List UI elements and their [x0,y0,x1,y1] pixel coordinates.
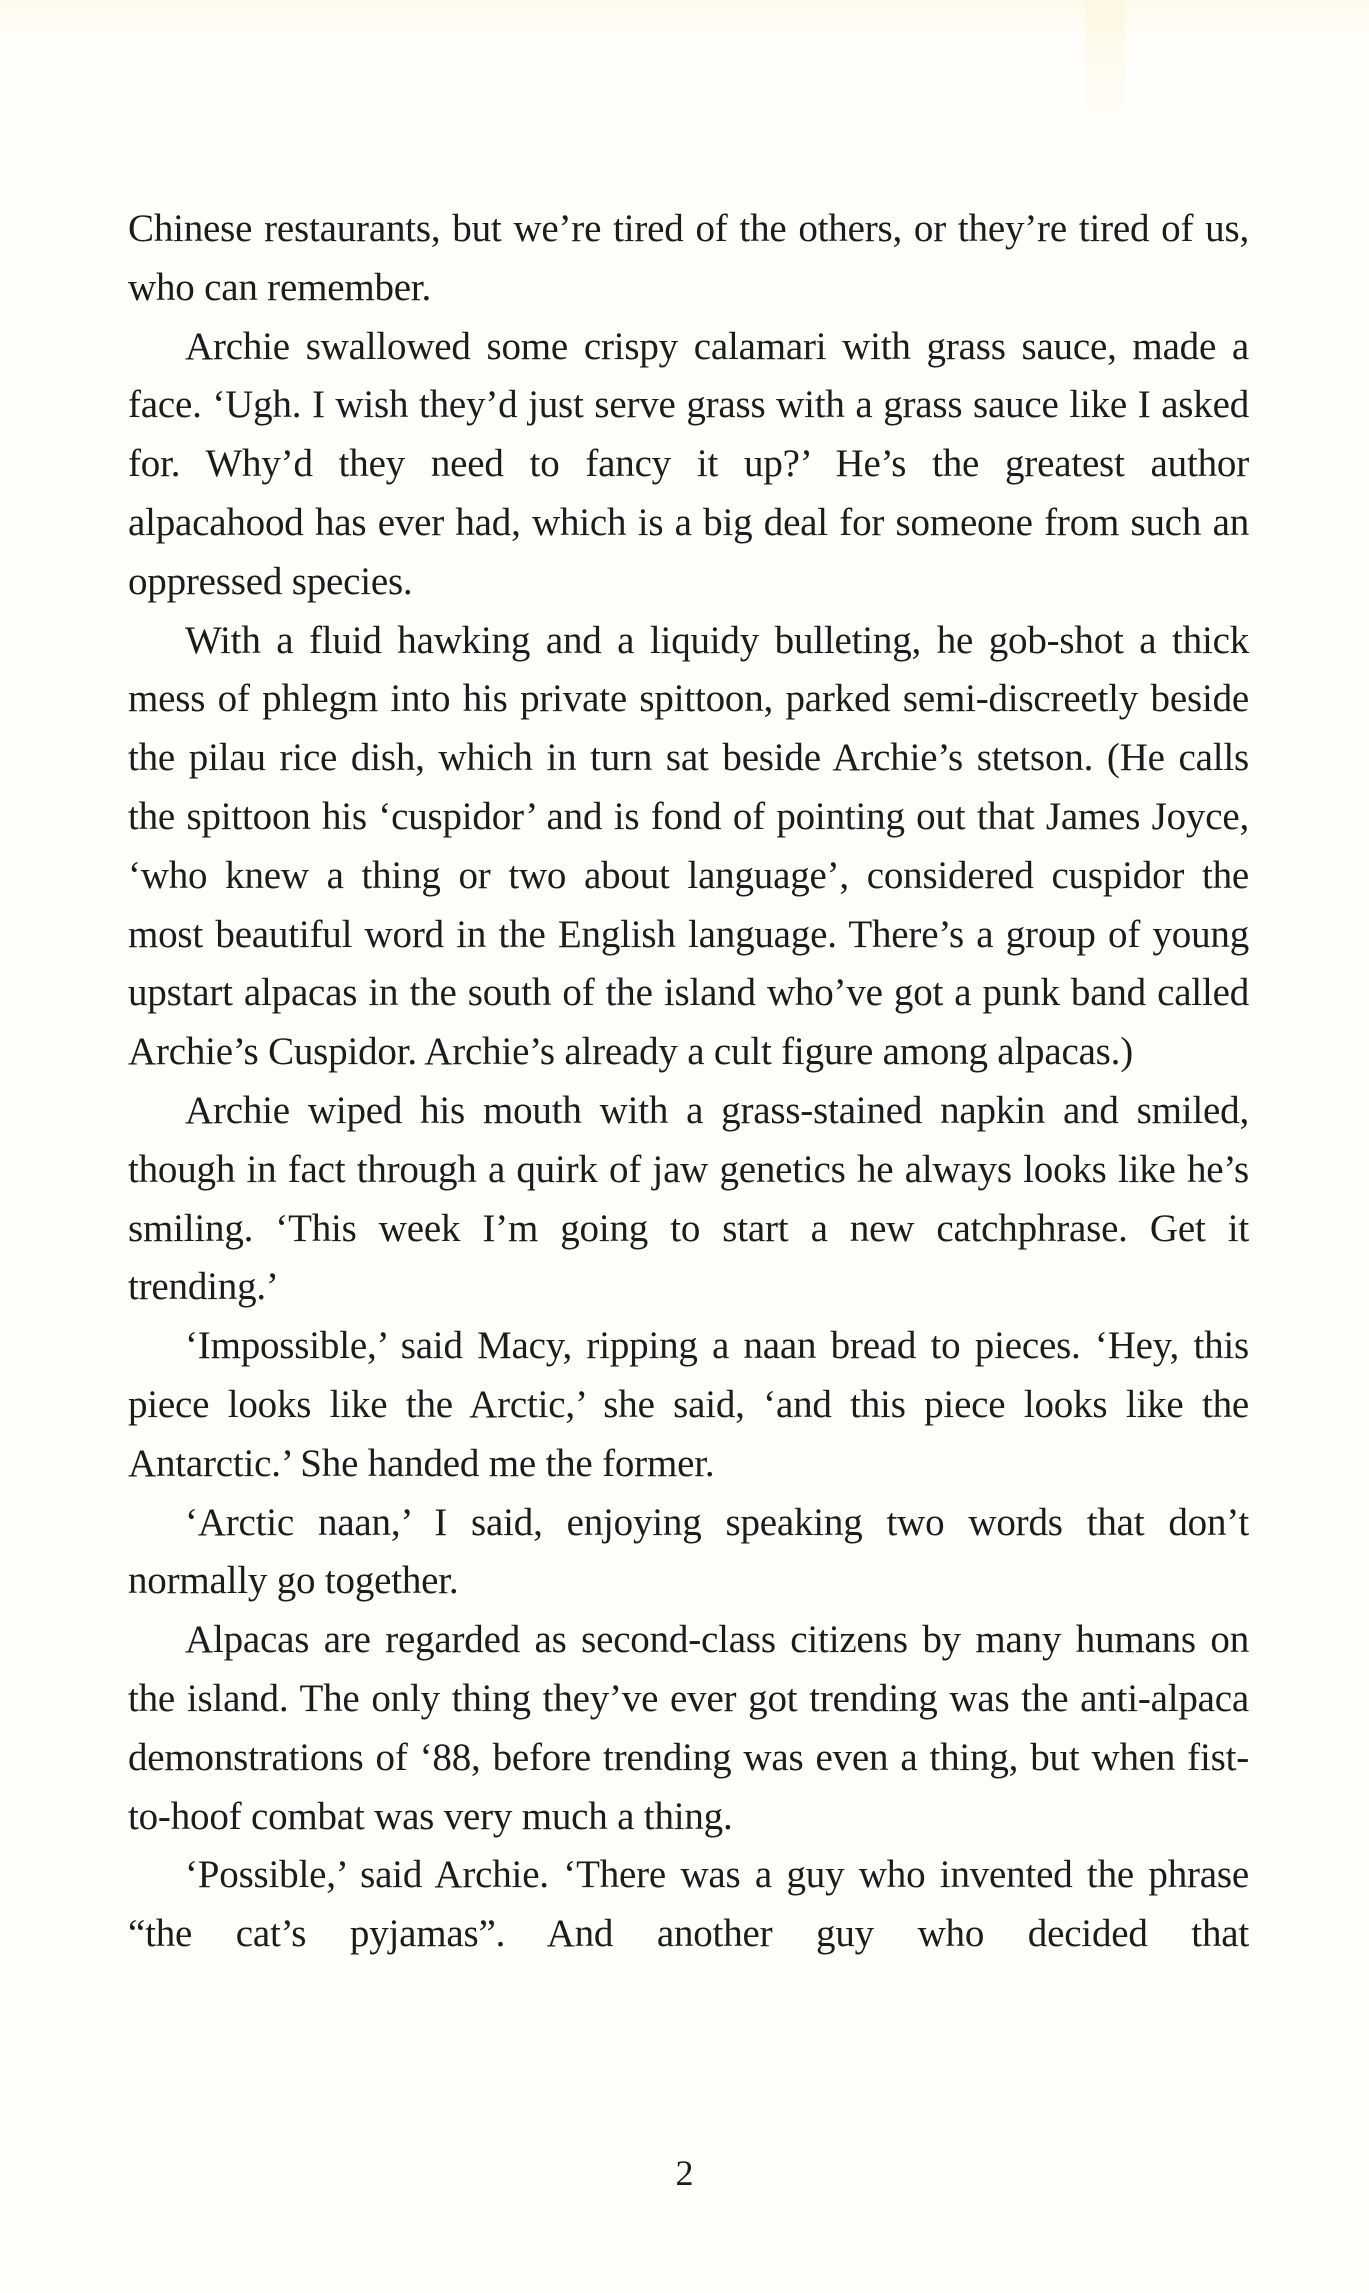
paragraph-last: ‘Possible,’ said Archie. ‘There was a guy who invented the phrase “the cat’s pyjamas”. And another guy who decided that [128,1853,1249,1956]
paragraph: Chinese restaurants, but we’re tired of the others, or they’re tired of us, who can remember. [128,207,1249,309]
page-number: 2 [675,2153,694,2193]
paragraph: ‘Arctic naan,’ I said, enjoying speaking two words that don’t normally go together. [128,1500,1249,1603]
paragraph: Archie wiped his mouth with a grass-stained napkin and smiled, though in fact through a quirk of jaw genetics he always looks like he’s smiling. ‘This week I’m going to start a new catchphrase. Get it trending.’ [128,1088,1249,1309]
body-text [128,200,1249,1964]
paragraph: ‘Impossible,’ said Macy, ripping a naan bread to pieces. ‘Hey, this piece looks like the Arctic,’ she said, ‘and this piece looks like the Antarctic.’ She handed me the former. [128,1324,1249,1485]
paragraph: With a fluid hawking and a liquidy bulleting, he gob-shot a thick mess of phlegm into his private spittoon, parked semi-discreetly beside the pilau rice dish, which in turn sat beside Archie’s stetson. (He calls the spittoon his ‘cuspidor’ and is fond of pointing out that James Joyce, ‘who knew a thing or two about language’, considered cuspidor the most beautiful word in the English language. There’s a group of young upstart alpacas in the south of the island who’ve got a punk band called Archie’s Cuspidor. Archie’s already a cult figure among alpacas.) [128,618,1249,1074]
paragraph: Alpacas are regarded as second-class citizens by many humans on the island. The only thing they’ve ever got trending was the anti-alpaca demonstrations of ‘88, before trending was even a thing, but when fist-to-hoof combat was very much a thing. [128,1618,1249,1838]
scan-shading-band [1085,0,1125,140]
paragraph: Archie swallowed some crispy calamari with grass sauce, made a face. ‘Ugh. I wish they’d just serve grass with a grass sauce like I asked for. Why’d they need to fancy it up?’ He’s the greatest author alpacahood has ever had, which is a big deal for someone from such an oppressed species. [128,324,1249,603]
scan-shading-top [0,0,1369,40]
